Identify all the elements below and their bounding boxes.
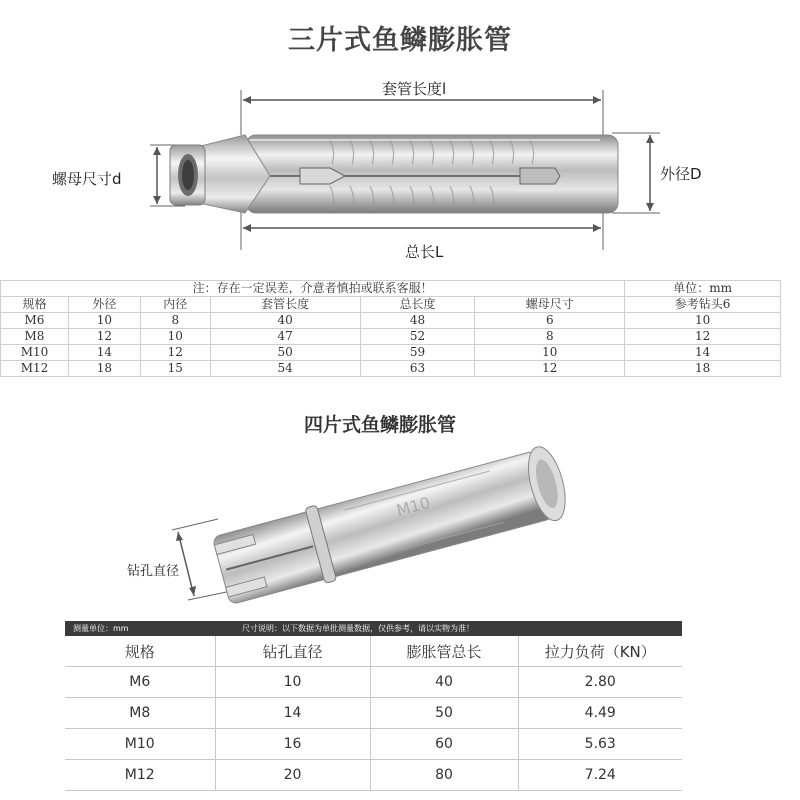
table2-unit-note: 测量单位：mm — [73, 624, 129, 633]
table1-header: 总长度 — [360, 297, 475, 313]
table-cell: 59 — [360, 345, 475, 361]
table-cell: 18 — [625, 361, 781, 377]
table1-header: 外径 — [68, 297, 140, 313]
section2-title: 四片式鱼鳞膨胀管 — [303, 414, 456, 436]
table-cell: M10 — [65, 729, 215, 760]
table-cell: 80 — [370, 760, 518, 791]
table-cell: M6 — [65, 667, 215, 698]
outer-diameter-label: 外径D — [660, 165, 702, 183]
table-cell: 12 — [68, 329, 140, 345]
table-cell: 48 — [360, 313, 475, 329]
table-cell: 10 — [475, 345, 625, 361]
svg-text:M10: M10 — [394, 492, 433, 521]
table-row — [65, 667, 682, 698]
table-cell: 40 — [210, 313, 360, 329]
table-cell: 18 — [68, 361, 140, 377]
table-cell: M12 — [65, 760, 215, 791]
table-cell: 7.24 — [518, 760, 682, 791]
table-cell: 14 — [68, 345, 140, 361]
table-cell: 10 — [625, 313, 781, 329]
table2-info-bar — [65, 621, 682, 636]
table-row — [65, 760, 682, 791]
table2-size-note: 尺寸说明：以下数据为单批测量数据，仅供参考，请以实物为准！ — [242, 624, 474, 633]
four-piece-spec-table — [65, 621, 682, 791]
table-cell: 15 — [140, 361, 210, 377]
table-cell: 50 — [210, 345, 360, 361]
four-piece-anchor-body — [211, 442, 572, 609]
table1-note: 注：存在一定误差，介意者慎拍或联系客服！ — [1, 281, 625, 297]
table-cell: 60 — [370, 729, 518, 760]
table2-header: 拉力负荷（KN） — [518, 636, 682, 667]
table-cell: 50 — [370, 698, 518, 729]
table1-header: 螺母尺寸 — [475, 297, 625, 313]
table-cell: M12 — [1, 361, 69, 377]
table-cell: 10 — [215, 667, 370, 698]
table-cell: 10 — [68, 313, 140, 329]
table2-header: 规格 — [65, 636, 215, 667]
table-cell: 12 — [475, 361, 625, 377]
table-cell: 54 — [210, 361, 360, 377]
table-cell: 14 — [625, 345, 781, 361]
table-cell: M8 — [1, 329, 69, 345]
table-cell: 10 — [140, 329, 210, 345]
table-row — [65, 729, 682, 760]
table-row — [65, 698, 682, 729]
table-cell: 14 — [215, 698, 370, 729]
table-cell: 6 — [475, 313, 625, 329]
table1-header: 内径 — [140, 297, 210, 313]
drill-diameter-label: 钻孔直径 — [127, 564, 180, 579]
table-cell: 63 — [360, 361, 475, 377]
table-cell: 4.49 — [518, 698, 682, 729]
table-cell: 12 — [140, 345, 210, 361]
table2-header: 钻孔直径 — [215, 636, 370, 667]
table-cell: 52 — [360, 329, 475, 345]
table-cell: 16 — [215, 729, 370, 760]
table2-header-row — [65, 636, 682, 667]
total-length-label: 总长L — [405, 243, 444, 261]
nut-size-label: 螺母尺寸d — [52, 170, 122, 188]
table-cell: 47 — [210, 329, 360, 345]
table-cell: 20 — [215, 760, 370, 791]
table-cell: 40 — [370, 667, 518, 698]
sleeve-length-label: 套管长度l — [382, 80, 447, 98]
table1-header: 参考钻头6 — [625, 297, 781, 313]
table-cell: M10 — [1, 345, 69, 361]
table-cell: 12 — [625, 329, 781, 345]
table-cell: 5.63 — [518, 729, 682, 760]
table-cell: M8 — [65, 698, 215, 729]
table-cell: 2.80 — [518, 667, 682, 698]
table-cell: 8 — [475, 329, 625, 345]
table2-header: 膨胀管总长 — [370, 636, 518, 667]
table-cell: 8 — [140, 313, 210, 329]
table1-header: 规格 — [1, 297, 69, 313]
table1-header: 套管长度 — [210, 297, 360, 313]
table-cell: M6 — [1, 313, 69, 329]
table1-unit: 单位：mm — [625, 281, 781, 297]
section1-title: 三片式鱼鳞膨胀管 — [288, 25, 512, 56]
